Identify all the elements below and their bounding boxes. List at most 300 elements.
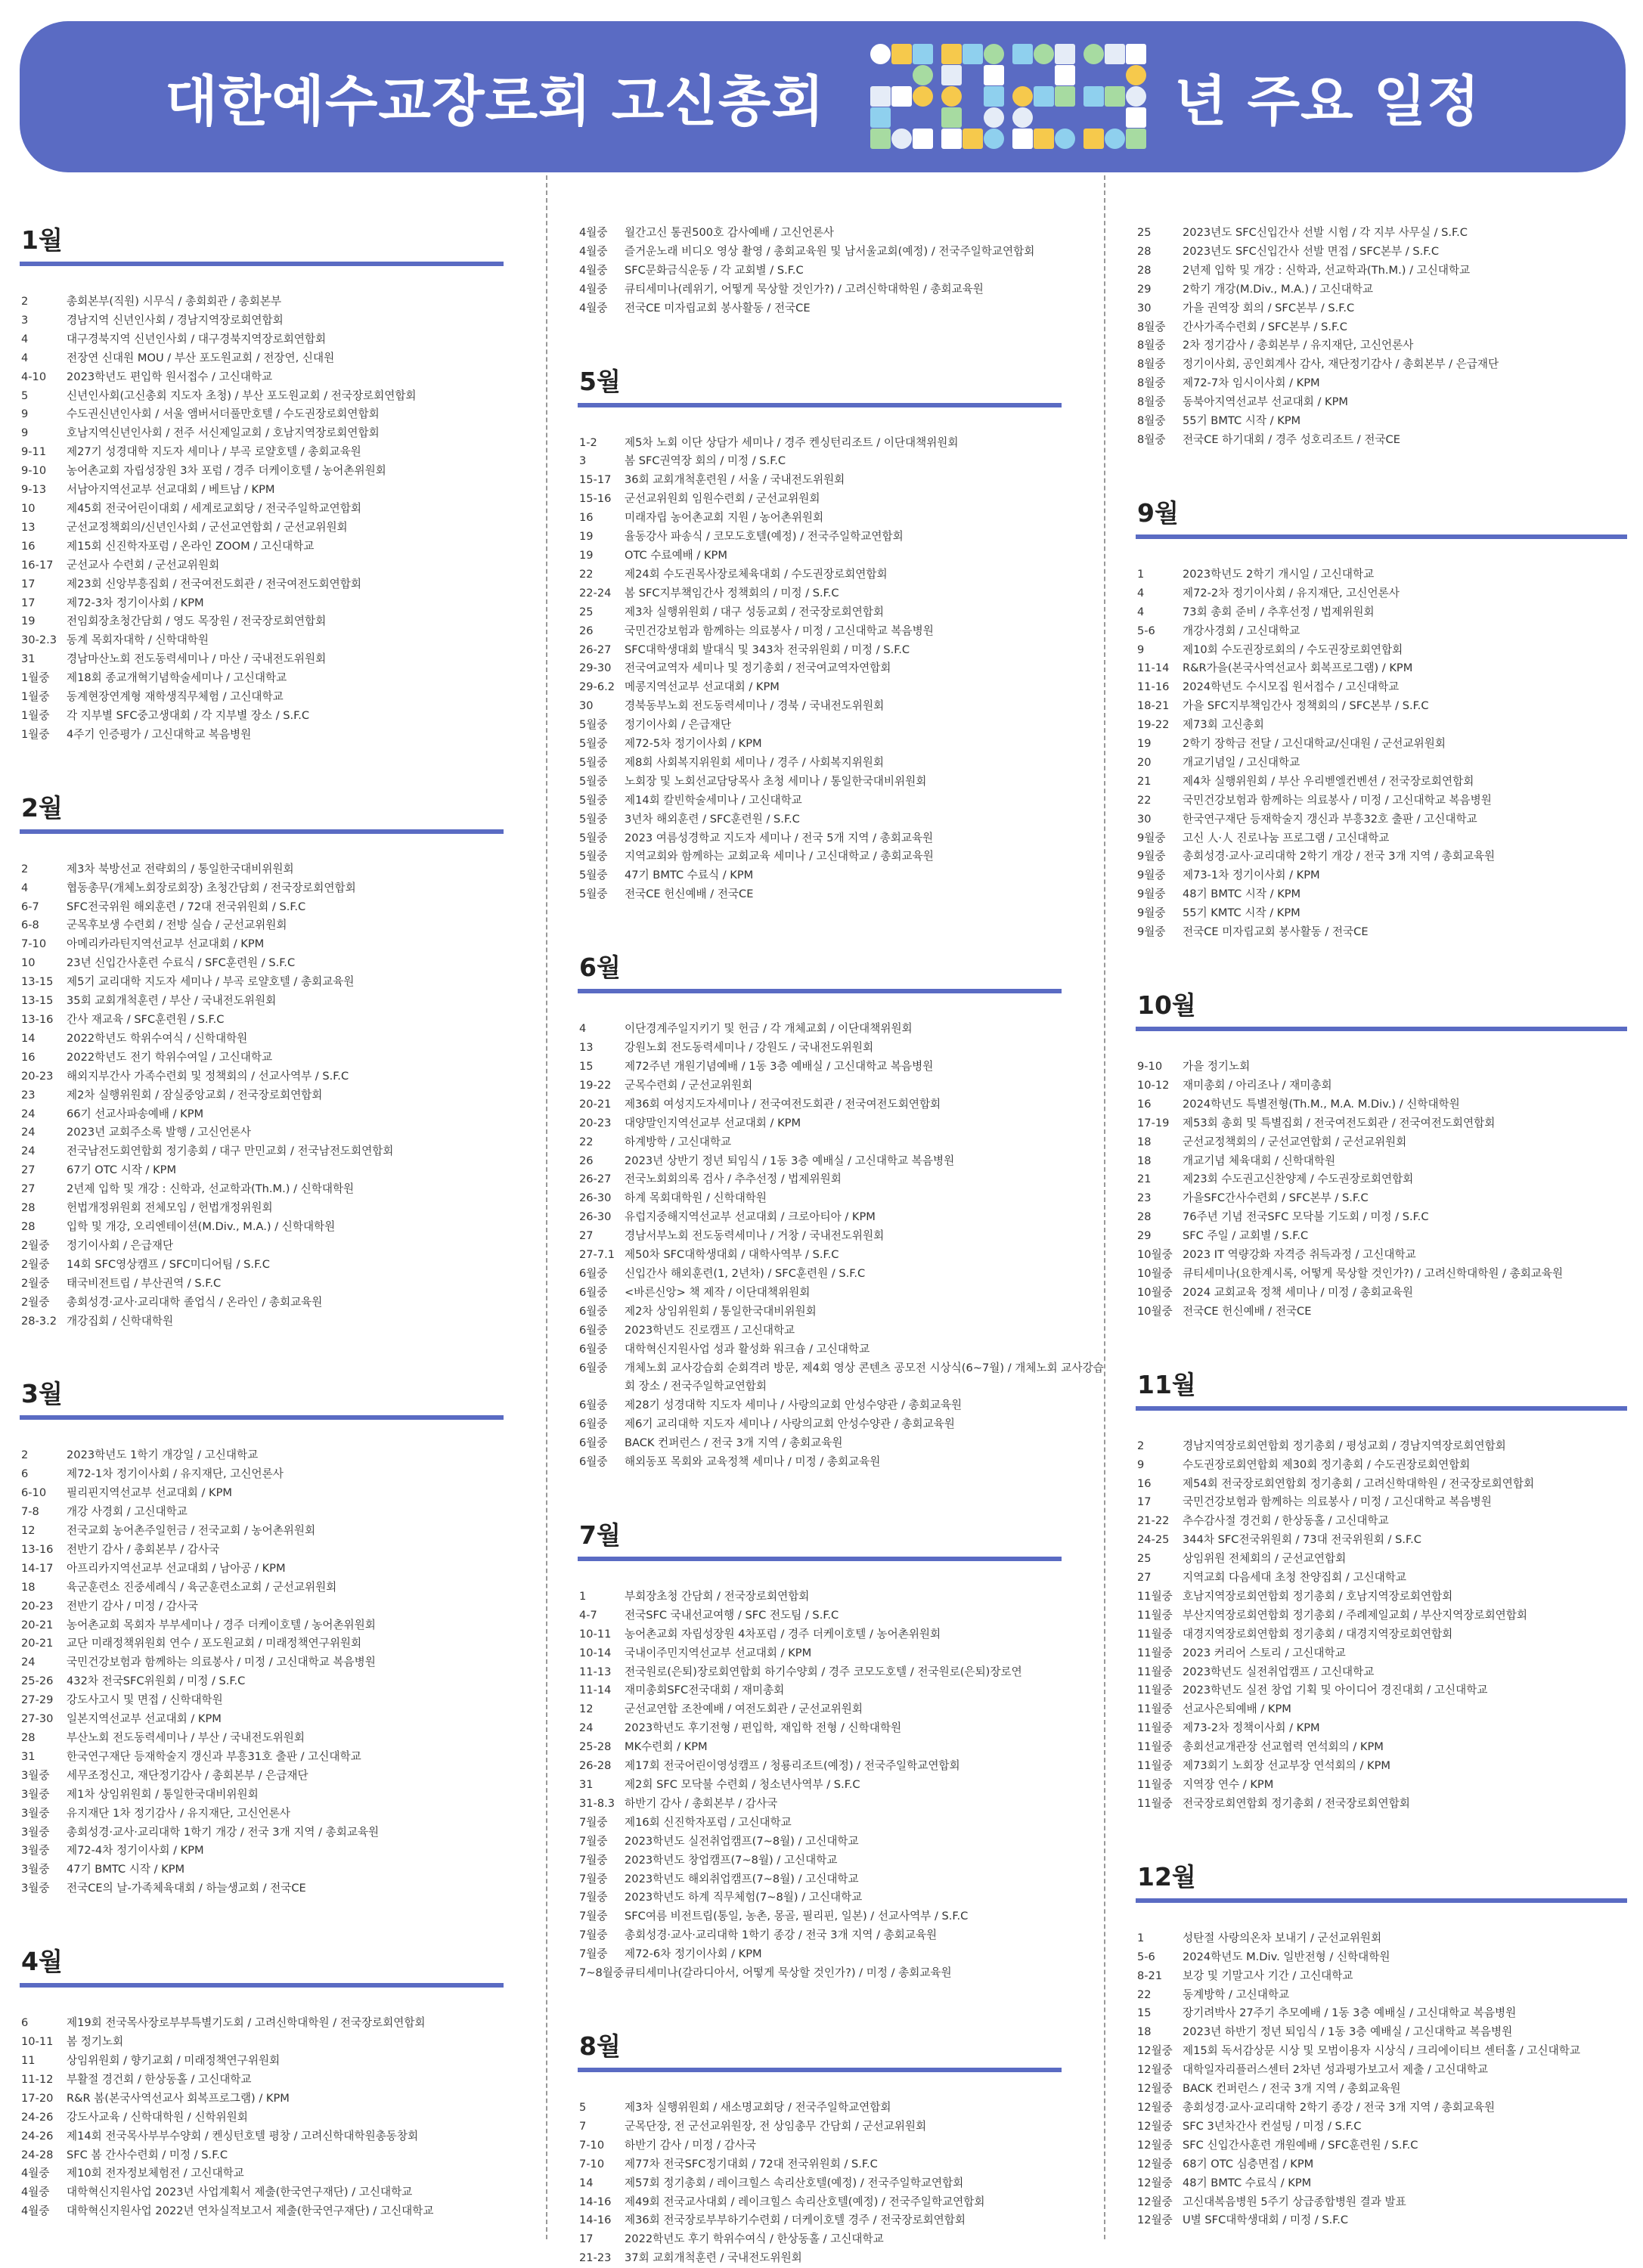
event-date: 6월중 xyxy=(579,1285,608,1299)
event-date: 8월중 xyxy=(1137,358,1166,371)
event-date: 24 xyxy=(21,1126,36,1139)
event-date: 4월중 xyxy=(21,2186,50,2199)
month-divider xyxy=(20,829,504,834)
event-row xyxy=(578,678,1107,697)
event-row xyxy=(1136,1986,1635,2005)
event-row xyxy=(578,2155,1107,2174)
event-row xyxy=(1136,603,1635,622)
event-row xyxy=(20,556,549,575)
event-date: 13-15 xyxy=(21,975,54,989)
event-row xyxy=(1136,1208,1635,1227)
event-description: 제10회 전자정보체험전 / 고신대학교 xyxy=(67,2167,244,2180)
event-description: 아메리카라틴지역선교부 선교대회 / KPM xyxy=(67,937,265,951)
event-date: 13-16 xyxy=(21,1013,54,1026)
event-row xyxy=(20,1105,549,1124)
event-row xyxy=(20,575,549,594)
event-row xyxy=(20,1786,549,1805)
month-title: 2월 xyxy=(21,792,63,823)
event-row xyxy=(20,2164,549,2183)
event-date: 20-21 xyxy=(21,1637,54,1650)
event-description: <바른신앙> 책 제작 / 이단대책위원회 xyxy=(625,1285,811,1299)
event-description: 제72주년 개원기념예배 / 1동 3층 예배실 / 고신대학교 복음병원 xyxy=(625,1060,934,1073)
event-row xyxy=(20,1256,549,1275)
event-date: 5월중 xyxy=(579,793,608,807)
event-description: 총회성경·교사·교리대학 1학기 개강 / 전국 3개 지역 / 총회교육원 xyxy=(67,1825,380,1839)
event-description: 47기 BMTC 수료식 / KPM xyxy=(625,869,754,882)
event-row xyxy=(1136,2155,1635,2174)
event-row xyxy=(578,885,1107,904)
event-row xyxy=(578,1833,1107,1851)
event-row xyxy=(1136,1550,1635,1569)
event-description: 2024학년도 M.Div. 일반전형 / 신학대학원 xyxy=(1183,1950,1390,1963)
event-row xyxy=(578,1700,1107,1719)
event-date: 9 xyxy=(1137,1458,1145,1471)
event-row xyxy=(578,1208,1107,1227)
event-date: 4월중 xyxy=(579,301,608,314)
event-description: 전국CE 미자립교회 봉사활동 / 전국CE xyxy=(1183,925,1369,939)
event-row xyxy=(578,716,1107,735)
event-date: 11월중 xyxy=(1137,1627,1173,1641)
event-date: 3월중 xyxy=(21,1768,50,1782)
event-row xyxy=(20,1049,549,1067)
event-description: 제4차 실행위원회 / 부산 우리벧엘컨벤션 / 전국장로회연합회 xyxy=(1183,774,1474,788)
event-row xyxy=(20,1294,549,1312)
event-row xyxy=(1136,1929,1635,1948)
event-description: 헌법개정위원회 전체모임 / 헌법개정위원회 xyxy=(67,1201,273,1215)
month-title: 7월 xyxy=(579,1520,621,1550)
event-date: 31 xyxy=(21,652,36,666)
event-date: 1 xyxy=(1137,1931,1145,1944)
event-description: MK수련회 / KPM xyxy=(625,1740,708,1754)
event-date: 23 xyxy=(21,1088,36,1101)
event-description: 제3차 실행위원회 / 새소명교회당 / 전국주일학교연합회 xyxy=(625,2100,891,2114)
event-date: 5월중 xyxy=(579,718,608,732)
event-row xyxy=(578,1246,1107,1265)
event-date: 11월중 xyxy=(1137,1684,1173,1697)
month-divider xyxy=(20,1415,504,1420)
event-row xyxy=(578,1964,1107,1983)
event-description: 2022학년도 전기 학위수여일 / 고신대학교 xyxy=(67,1050,273,1064)
event-row xyxy=(1136,1625,1635,1644)
event-description: 총회선교개관장 선교협력 연석회의 / KPM xyxy=(1183,1740,1384,1754)
event-description: 해외지부간사 가족수련회 및 정책회의 / 선교사역부 / S.F.C xyxy=(67,1069,349,1083)
event-description: 개강 사경회 / 고신대학교 xyxy=(67,1505,188,1519)
event-date: 22 xyxy=(579,1135,594,1148)
event-date: 7월중 xyxy=(579,1834,608,1848)
event-date: 7월중 xyxy=(579,1853,608,1867)
event-row xyxy=(20,1067,549,1086)
event-row xyxy=(20,707,549,726)
event-description: 동북아지역선교부 선교대회 / KPM xyxy=(1183,395,1348,409)
event-row xyxy=(1136,374,1635,393)
month-divider xyxy=(1136,534,1627,539)
event-row xyxy=(1136,262,1635,280)
event-date: 6월중 xyxy=(579,1418,608,1431)
event-date: 4-7 xyxy=(579,1608,597,1622)
event-row xyxy=(1136,299,1635,318)
event-date: 12월중 xyxy=(1137,2214,1173,2227)
event-date: 11-16 xyxy=(1137,680,1170,694)
schedule-column-1 xyxy=(20,224,549,2235)
event-date: 17-20 xyxy=(21,2091,54,2105)
event-date: 1 xyxy=(579,1589,587,1603)
event-description: 메콩지역선교부 선교대회 / KPM xyxy=(625,680,780,694)
event-description: SFC문화금식운동 / 각 교회별 / S.F.C xyxy=(625,263,804,277)
event-description: 군목후보생 수련회 / 전방 실습 / 군선교위원회 xyxy=(67,919,287,932)
event-description: 태국비전트립 / 부산권역 / S.F.C xyxy=(67,1276,222,1290)
event-row xyxy=(20,954,549,973)
event-row xyxy=(1136,735,1635,754)
event-description: 제72-4차 정기이사회 / KPM xyxy=(67,1844,204,1857)
event-description: R&R 봄(본국사역선교사 회복프로그램) / KPM xyxy=(67,2091,290,2105)
event-date: 31 xyxy=(579,1778,594,1791)
event-row xyxy=(1136,659,1635,678)
year-digit-2 xyxy=(870,44,934,150)
event-row xyxy=(20,612,549,631)
event-description: 군선교정책회의 / 군선교연합회 / 군선교위원회 xyxy=(1183,1135,1407,1148)
event-date: 19 xyxy=(579,548,594,562)
event-row xyxy=(20,2127,549,2146)
event-date: 24-25 xyxy=(1137,1533,1170,1547)
event-date: 26-27 xyxy=(579,643,612,656)
event-row xyxy=(20,1275,549,1294)
digit-tile xyxy=(891,86,912,107)
event-description: 부활절 경건회 / 한상동홀 / 고신대학교 xyxy=(67,2072,252,2086)
event-date: 9-10 xyxy=(1137,1060,1163,1073)
event-description: 2학기 장학금 전달 / 고신대학교/신대원 / 군선교위원회 xyxy=(1183,737,1446,751)
event-description: 2023 IT 역량강화 자격증 취득과정 / 고신대학교 xyxy=(1183,1248,1416,1262)
event-description: 개교기념일 / 고신대학교 xyxy=(1183,755,1300,769)
digit-tile xyxy=(1055,129,1075,149)
month-divider xyxy=(20,262,504,266)
event-row xyxy=(1136,2118,1635,2136)
event-description: 제72-3차 정기이사회 / KPM xyxy=(67,596,204,609)
event-description: 대학일자리플러스센터 2차년 성과평가보고서 제출 / 고신대학교 xyxy=(1183,2063,1488,2077)
event-date: 6 xyxy=(21,2016,29,2030)
event-date: 5월중 xyxy=(579,755,608,769)
event-description: 군목단장, 전 군선교위원장, 전 상임총무 간담회 / 군선교위원회 xyxy=(625,2119,927,2133)
event-date: 4 xyxy=(1137,605,1145,618)
event-row xyxy=(20,1180,549,1199)
event-row xyxy=(1136,1133,1635,1152)
event-row xyxy=(20,1465,549,1484)
month-header xyxy=(20,224,549,266)
month-section xyxy=(1136,224,1635,450)
event-row xyxy=(578,547,1107,565)
event-description: 2023학년도 1학기 개강일 / 고신대학교 xyxy=(67,1448,259,1462)
event-description: 2023학년도 해외취업캠프(7~8월) / 고신대학교 xyxy=(625,1872,859,1885)
digit-tile xyxy=(1083,44,1104,64)
event-description: 제2회 SFC 모닥불 수련회 / 청소년사역부 / S.F.C xyxy=(625,1778,860,1791)
digit-tile xyxy=(1055,65,1075,85)
event-row xyxy=(1136,355,1635,374)
event-row xyxy=(1136,2042,1635,2061)
event-date: 3월중 xyxy=(21,1806,50,1820)
event-date: 27-7.1 xyxy=(579,1248,615,1262)
event-date: 9 xyxy=(21,426,29,440)
event-date: 6 xyxy=(21,1467,29,1481)
event-date: 6월중 xyxy=(579,1323,608,1337)
event-row xyxy=(20,2090,549,2108)
month-header xyxy=(1136,497,1635,539)
event-row xyxy=(578,1851,1107,1870)
event-description: 월간고신 통권500호 감사예배 / 고신언론사 xyxy=(625,226,834,239)
event-description: 재미총회 / 아리조나 / 재미총회 xyxy=(1183,1078,1332,1092)
event-description: 48기 BMTC 수료식 / KPM xyxy=(1183,2176,1312,2189)
event-date: 11월중 xyxy=(1137,1608,1173,1622)
event-row xyxy=(578,1888,1107,1907)
event-date: 9 xyxy=(1137,643,1145,656)
year-digit-2 xyxy=(1012,44,1076,150)
event-row xyxy=(578,1359,1107,1397)
event-date: 4 xyxy=(21,332,29,345)
event-row xyxy=(578,697,1107,716)
event-date: 7월중 xyxy=(579,1910,608,1923)
event-row xyxy=(1136,1437,1635,1456)
digit-tile xyxy=(941,86,962,107)
header-banner xyxy=(20,21,1626,172)
event-date: 25 xyxy=(1137,226,1152,239)
month-section xyxy=(578,1519,1107,1983)
event-date: 6월중 xyxy=(579,1436,608,1450)
month-section xyxy=(1136,1861,1635,2231)
event-description: 강도사교육 / 신학대학원 / 신학위원회 xyxy=(67,2110,248,2124)
event-row xyxy=(578,1039,1107,1058)
month-divider xyxy=(1136,1898,1627,1903)
event-date: 30 xyxy=(1137,812,1152,826)
event-row xyxy=(20,1579,549,1597)
event-date: 26-30 xyxy=(579,1210,612,1224)
event-date: 18 xyxy=(1137,1135,1152,1148)
event-description: 국민건강보험과 함께하는 의료봉사 / 미정 / 고신대학교 복음병원 xyxy=(1183,1495,1492,1509)
event-date: 25 xyxy=(579,605,594,618)
event-date: 5월중 xyxy=(579,812,608,826)
event-description: 제36회 여성지도자세미나 / 전국여전도회관 / 전국여전도회연합회 xyxy=(625,1097,941,1111)
digit-tile xyxy=(870,44,891,64)
event-date: 18 xyxy=(1137,2025,1152,2039)
event-row xyxy=(1136,697,1635,716)
event-date: 7월중 xyxy=(579,1947,608,1961)
event-date: 27-29 xyxy=(21,1693,54,1707)
event-row xyxy=(20,726,549,745)
digit-tile xyxy=(1012,44,1033,64)
event-row xyxy=(1136,1719,1635,1738)
event-date: 8월중 xyxy=(1137,320,1166,333)
event-row xyxy=(578,1738,1107,1757)
event-date: 1월중 xyxy=(21,727,50,741)
event-date: 11월중 xyxy=(1137,1589,1173,1603)
event-description: 간사 재교육 / SFC훈련원 / S.F.C xyxy=(67,1013,225,1026)
event-description: 미래자립 농어촌교회 지원 / 농어촌위원회 xyxy=(625,511,824,525)
event-date: 26 xyxy=(579,624,594,637)
event-row xyxy=(578,452,1107,471)
event-date: 10-14 xyxy=(579,1646,612,1659)
event-description: 제14회 전국목사부부수양회 / 켄싱턴호텔 평창 / 고려신학대학원총동창회 xyxy=(67,2129,419,2143)
event-date: 4-10 xyxy=(21,370,47,383)
month-section xyxy=(1136,989,1635,1321)
event-row xyxy=(20,650,549,669)
event-description: 제72-6차 정기이사회 / KPM xyxy=(625,1947,762,1961)
event-date: 10 xyxy=(21,956,36,970)
event-description: BACK 컨퍼런스 / 전국 3개 지역 / 총회교육원 xyxy=(1183,2082,1401,2096)
event-row xyxy=(578,490,1107,509)
event-date: 7월중 xyxy=(579,1929,608,1942)
event-row xyxy=(578,2230,1107,2249)
event-description: 봄 정기노회 xyxy=(67,2035,124,2049)
event-date: 9월중 xyxy=(1137,888,1166,901)
event-row xyxy=(1136,1227,1635,1246)
event-description: 제2차 실행위원회 / 잠실중앙교회 / 전국장로회연합회 xyxy=(67,1088,323,1101)
event-date: 22-24 xyxy=(579,586,612,600)
event-description: 전반기 감사 / 미정 / 감사국 xyxy=(67,1599,199,1613)
event-date: 28 xyxy=(21,1731,36,1744)
event-row xyxy=(1136,1795,1635,1814)
event-row xyxy=(20,368,549,387)
event-date: 14-17 xyxy=(21,1561,54,1575)
event-row xyxy=(1136,2061,1635,2080)
event-date: 25-26 xyxy=(21,1675,54,1688)
event-row xyxy=(20,1086,549,1105)
event-date: 1월중 xyxy=(21,690,50,704)
event-row xyxy=(20,1484,549,1503)
event-date: 26-30 xyxy=(579,1191,612,1205)
event-description: 제1차 상임위원회 / 통일한국대비위원회 xyxy=(67,1787,259,1801)
event-row xyxy=(20,973,549,992)
event-description: 총회성경·교사·교리대학 2학기 개강 / 전국 3개 지역 / 총회교육원 xyxy=(1183,850,1496,863)
month-divider xyxy=(1136,1406,1627,1411)
event-row xyxy=(1136,1456,1635,1475)
event-date: 20-23 xyxy=(21,1599,54,1613)
event-date: 6-7 xyxy=(21,900,39,913)
digit-tile xyxy=(1034,86,1054,107)
event-date: 18 xyxy=(1137,1154,1152,1167)
event-date: 7~8월중 xyxy=(579,1966,624,1980)
month-title: 1월 xyxy=(21,225,63,255)
event-description: SFC여름 비전트립(통일, 농촌, 몽골, 필리핀, 일본) / 선교사역부 / S.F.C xyxy=(625,1910,969,1923)
event-row xyxy=(20,500,549,519)
event-description: 2023년도 SFC신입간사 선발 면접 / SFC본부 / S.F.C xyxy=(1183,244,1440,258)
event-description: 한국연구재단 등재학술지 갱신과 부흥32호 출판 / 고신대학교 xyxy=(1183,812,1477,826)
event-description: 37회 교회개척훈련 / 국내전도위원회 xyxy=(625,2251,802,2265)
event-description: 장기려박사 27주기 추모예배 / 1동 3층 예배실 / 고신대학교 복음병원 xyxy=(1183,2006,1517,2020)
event-description: 제53회 총회 및 특별집회 / 전국여전도회관 / 전국여전도회연합회 xyxy=(1183,1116,1496,1129)
event-date: 6-8 xyxy=(21,919,39,932)
event-date: 11월중 xyxy=(1137,1759,1173,1773)
event-row xyxy=(578,1606,1107,1625)
digit-tile xyxy=(913,65,933,85)
event-description: 가을 정기노회 xyxy=(1183,1060,1251,1073)
event-row xyxy=(1136,412,1635,431)
event-description: 2년제 입학 및 개강 : 신학과, 선교학과(Th.M.) / 신학대학원 xyxy=(67,1182,355,1196)
event-date: 22 xyxy=(1137,793,1152,807)
digit-tile xyxy=(1126,44,1146,64)
event-description: 총회성경·교사·교리대학 2학기 종강 / 전국 3개 지역 / 총회교육원 xyxy=(1183,2100,1496,2114)
digit-tile xyxy=(941,44,962,64)
event-row xyxy=(1136,565,1635,584)
event-date: 9 xyxy=(21,407,29,421)
event-description: 수도권신년인사회 / 서울 앰버서더풀만호텔 / 수도권장로회연합회 xyxy=(67,407,380,421)
event-row xyxy=(20,1199,549,1218)
event-date: 25-28 xyxy=(579,1740,612,1754)
event-row xyxy=(1136,923,1635,942)
event-description: 제10회 수도권장로회의 / 수도권장로회연합회 xyxy=(1183,643,1403,656)
event-row xyxy=(1136,1588,1635,1606)
event-date: 12 xyxy=(21,1524,36,1538)
event-row xyxy=(20,1805,549,1823)
event-description: 제73회 고신총회 xyxy=(1183,718,1264,732)
event-date: 10월중 xyxy=(1137,1285,1173,1299)
event-description: 2023학년도 2학기 개시일 / 고신대학교 xyxy=(1183,567,1375,581)
event-row xyxy=(578,1020,1107,1039)
event-date: 23 xyxy=(1137,1191,1152,1205)
event-row xyxy=(1136,678,1635,697)
event-description: 농어촌교회 목회자 부부세미나 / 경주 더케이호텔 / 농어촌위원회 xyxy=(67,1618,376,1631)
event-row xyxy=(578,773,1107,792)
event-date: 24-28 xyxy=(21,2148,54,2161)
event-description: 노회장 및 노회선교담당목사 초청 세미나 / 통일한국대비위원회 xyxy=(625,774,927,788)
event-date: 7-10 xyxy=(579,2138,605,2152)
event-date: 7-8 xyxy=(21,1505,39,1519)
month-title: 10월 xyxy=(1137,990,1196,1020)
event-date: 5-6 xyxy=(1137,624,1155,637)
event-description: 제17회 전국어린이영성캠프 / 청룡리조트(예정) / 전국주일학교연합회 xyxy=(625,1759,960,1773)
month-header xyxy=(20,792,549,834)
event-description: 추수감사절 경건회 / 한상동홀 / 고신대학교 xyxy=(1183,1514,1389,1528)
event-date: 31-8.3 xyxy=(579,1796,615,1810)
digit-tile xyxy=(1105,86,1125,107)
event-row xyxy=(20,1161,549,1180)
month-divider xyxy=(1136,1027,1627,1031)
event-row xyxy=(578,2099,1107,2118)
event-date: 11월중 xyxy=(1137,1796,1173,1810)
event-description: 제73회기 노회장 선교부장 연석회의 / KPM xyxy=(1183,1759,1391,1773)
event-description: 전국장로회연합회 정기총회 / 전국장로회연합회 xyxy=(1183,1796,1410,1810)
event-description: 2023 여름성경학교 지도자 세미나 / 전국 5개 지역 / 총회교육원 xyxy=(625,831,934,844)
event-date: 28 xyxy=(1137,263,1152,277)
event-date: 10-11 xyxy=(579,1627,612,1641)
event-row xyxy=(578,1265,1107,1284)
event-date: 11-13 xyxy=(579,1665,612,1678)
event-date: 30 xyxy=(579,699,594,713)
event-row xyxy=(1136,622,1635,641)
event-date: 20-23 xyxy=(21,1069,54,1083)
event-date: 1 xyxy=(1137,567,1145,581)
event-date: 21-23 xyxy=(579,2251,612,2265)
month-section xyxy=(578,365,1107,905)
event-description: 대학혁신지원사업 2023년 사업계획서 제출(한국연구재단) / 고신대학교 xyxy=(67,2186,413,2199)
event-description: 유럽지중해지역선교부 선교대회 / 크로아티아 / KPM xyxy=(625,1210,876,1224)
event-row xyxy=(1136,2193,1635,2212)
event-date: 9월중 xyxy=(1137,831,1166,844)
event-date: 29 xyxy=(1137,282,1152,296)
event-row xyxy=(1136,2136,1635,2155)
event-row xyxy=(20,481,549,500)
event-date: 1-2 xyxy=(579,435,597,449)
event-date: 8월중 xyxy=(1137,339,1166,352)
event-date: 5-6 xyxy=(1137,1950,1155,1963)
event-description: 하반기 감사 / 총회본부 / 감사국 xyxy=(625,1796,778,1810)
event-row xyxy=(1136,2023,1635,2042)
event-row xyxy=(1136,1189,1635,1208)
event-row xyxy=(20,2108,549,2127)
event-row xyxy=(578,1814,1107,1833)
event-row xyxy=(20,1823,549,1842)
event-date: 4월중 xyxy=(579,226,608,239)
event-description: 전임회장초청간담회 / 영도 목장원 / 전국장로회연합회 xyxy=(67,615,327,628)
digit-tile xyxy=(1055,44,1075,64)
event-description: 일본지역선교부 선교대회 / KPM xyxy=(67,1712,222,1726)
event-date: 5 xyxy=(579,2100,587,2114)
